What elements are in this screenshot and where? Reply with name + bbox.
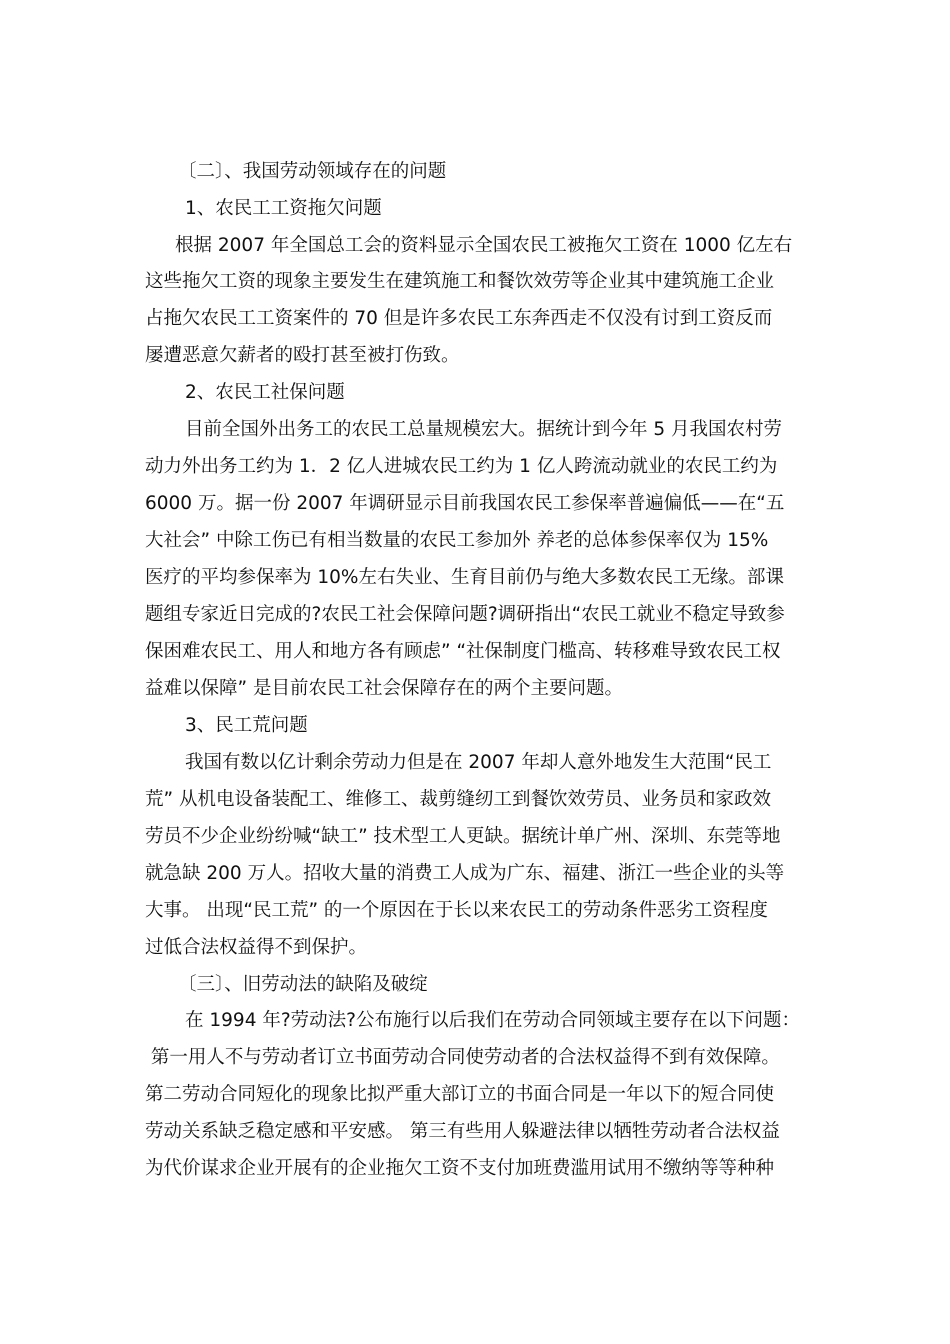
paragraph-line: 益难以保障” 是目前农民工社会保障存在的两个主要问题。 <box>145 678 623 699</box>
section-heading-3: 〔三〕、旧劳动法的缺陷及破绽 <box>178 974 428 995</box>
paragraph-line: 在 1994 年?劳动法?公布施行以后我们在劳动合同领域主要存在以下问题： <box>185 1010 800 1031</box>
paragraph-line: 我国有数以亿计剩余劳动力但是在 2007 年却人意外地发生大范围“民工 <box>185 752 772 773</box>
paragraph-line: 就急缺 200 万人。招收大量的消费工人成为广东、福建、浙江一些企业的头等 <box>145 863 785 884</box>
subheading-labor-shortage: 3、民工荒问题 <box>185 715 308 736</box>
paragraph-line: 大社会” 中除工伤已有相当数量的农民工参加外 养老的总体参保率仅为 15% <box>145 530 769 551</box>
paragraph-line: 过低合法权益得不到保护。 <box>145 937 368 958</box>
paragraph-line: 动力外出务工约为 1．2 亿人进城农民工约为 1 亿人跨流动就业的农民工约为 <box>145 456 778 477</box>
paragraph-line: 这些拖欠工资的现象主要发生在建筑施工和餐饮效劳等企业其中建筑施工企业 <box>145 271 775 292</box>
paragraph-line: 为代价谋求企业开展有的企业拖欠工资不支付加班费滥用试用不缴纳等等种种 <box>145 1158 775 1179</box>
paragraph-line: 劳员不少企业纷纷喊“缺工” 技术型工人更缺。据统计单广州、深圳、东莞等地 <box>145 826 781 847</box>
paragraph-line: 保困难农民工、用人和地方各有顾虑” “社保制度门槛高、转移难导致农民工权 <box>145 641 781 662</box>
paragraph-line: 目前全国外出务工的农民工总量规模宏大。据统计到今年 5 月我国农村劳 <box>185 419 783 440</box>
paragraph-line: 6000 万。据一份 2007 年调研显示目前我国农民工参保率普遍偏低——在“五 <box>145 493 785 514</box>
subheading-wage-arrears: 1、农民工工资拖欠问题 <box>185 198 382 219</box>
subheading-social-security: 2、农民工社保问题 <box>185 382 345 403</box>
paragraph-line: 根据 2007 年全国总工会的资料显示全国农民工被拖欠工资在 1000 亿左右 <box>175 235 793 256</box>
paragraph-line: 占拖欠农民工工资案件的 70 但是许多农民工东奔西走不仅没有讨到工资反而 <box>145 308 773 329</box>
paragraph-line: 第二劳动合同短化的现象比拟严重大部订立的书面合同是一年以下的短合同使 <box>145 1084 775 1105</box>
paragraph-line: 第一用人不与劳动者订立书面劳动合同使劳动者的合法权益得不到有效保障。 <box>145 1047 780 1068</box>
paragraph-line: 医疗的平均参保率为 10%左右失业、生育目前仍与绝大多数农民工无缘。部课 <box>145 567 785 588</box>
section-heading-2: 〔二〕、我国劳动领域存在的问题 <box>178 161 447 182</box>
paragraph-line: 大事。 出现“民工荒” 的一个原因在于长以来农民工的劳动条件恶劣工资程度 <box>145 900 768 921</box>
paragraph-line: 屡遭恶意欠薪者的殴打甚至被打伤致。 <box>145 345 460 366</box>
paragraph-line: 题组专家近日完成的?农民工社会保障问题?调研指出“农民工就业不稳定导致参 <box>145 604 785 625</box>
paragraph-line: 荒” 从机电设备装配工、维修工、裁剪缝纫工到餐饮效劳员、业务员和家政效 <box>145 789 771 810</box>
paragraph-line: 劳动关系缺乏稳定感和平安感。 第三有些用人躲避法律以牺牲劳动者合法权益 <box>145 1121 780 1142</box>
